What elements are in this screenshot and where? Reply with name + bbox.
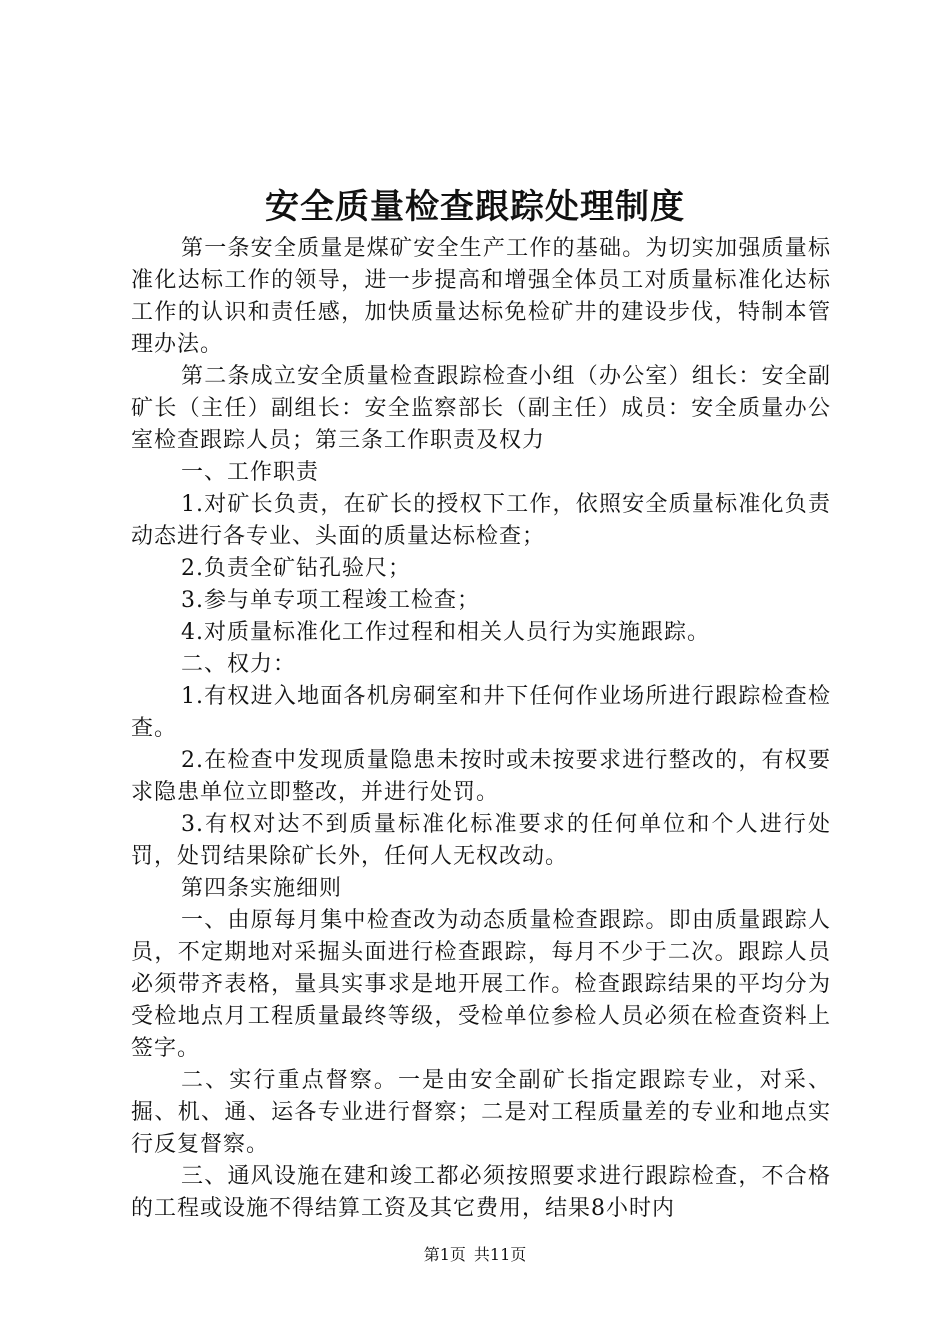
power-item-3: 3.有权对达不到质量标准化标准要求的任何单位和个人进行处罚，处罚结果除矿长外，任何人无权改动。: [131, 812, 831, 869]
duty-item-1: 1.对矿长负责，在矿长的授权下工作，依照安全质量标准化负责动态进行各专业、头面的质量达标检查；: [131, 492, 831, 549]
page-footer: [0, 1243, 950, 1267]
rule-item-2: 二、实行重点督察。一是由安全副矿长指定跟踪专业，对采、掘、机、通、运各专业进行督察；二是对工程质量差的专业和地点实行反复督察。: [131, 1068, 831, 1157]
rule-item-1: 一、由原每月集中检查改为动态质量检查跟踪。即由质量跟踪人员，不定期地对采掘头面进行检查跟踪，每月不少于二次。跟踪人员必须带齐表格，量具实事求是地开展工作。检查跟踪结果的平均分为受检地点月工程质量最终等级，受检单位参检人员必须在检查资料上签字。: [131, 908, 831, 1061]
document-title: 安全质量检查跟踪处理制度: [265, 187, 685, 227]
page-number: 第1页: [423, 1245, 466, 1264]
rule-item-3: 三、通风设施在建和竣工都必须按照要求进行跟踪检查，不合格的工程或设施不得结算工资及其它费用，结果8小时内: [131, 1164, 831, 1221]
duty-item-2: 2.负责全矿钻孔验尺；: [181, 556, 411, 581]
power-item-2: 2.在检查中发现质量隐患未按时或未按要求进行整改的，有权要求隐患单位立即整改，并进行处罚。: [131, 748, 831, 805]
article-2-paragraph: 第二条成立安全质量检查跟踪检查小组（办公室）组长：安全副矿长（主任）副组长：安全监察部长（副主任）成员：安全质量办公室检查跟踪人员；第三条工作职责及权力: [131, 364, 831, 453]
power-item-1: 1.有权进入地面各机房硐室和井下任何作业场所进行跟踪检查检查。: [131, 684, 831, 741]
section-duties-heading: 一、工作职责: [181, 460, 320, 485]
article-4-heading: 第四条实施细则: [181, 876, 343, 901]
duty-item-3: 3.参与单专项工程竣工检查；: [181, 588, 480, 613]
page-total: 共11页: [473, 1245, 527, 1264]
duty-item-4: 4.对质量标准化工作过程和相关人员行为实施跟踪。: [181, 620, 710, 645]
article-1-paragraph: 第一条安全质量是煤矿安全生产工作的基础。为切实加强质量标准化达标工作的领导，进一步提高和增强全体员工对质量标准化达标工作的认识和责任感，加快质量达标免检矿井的建设步伐，特制本管理办法。: [131, 236, 831, 357]
section-powers-heading: 二、权力：: [181, 652, 297, 677]
document-body: [131, 233, 831, 1225]
